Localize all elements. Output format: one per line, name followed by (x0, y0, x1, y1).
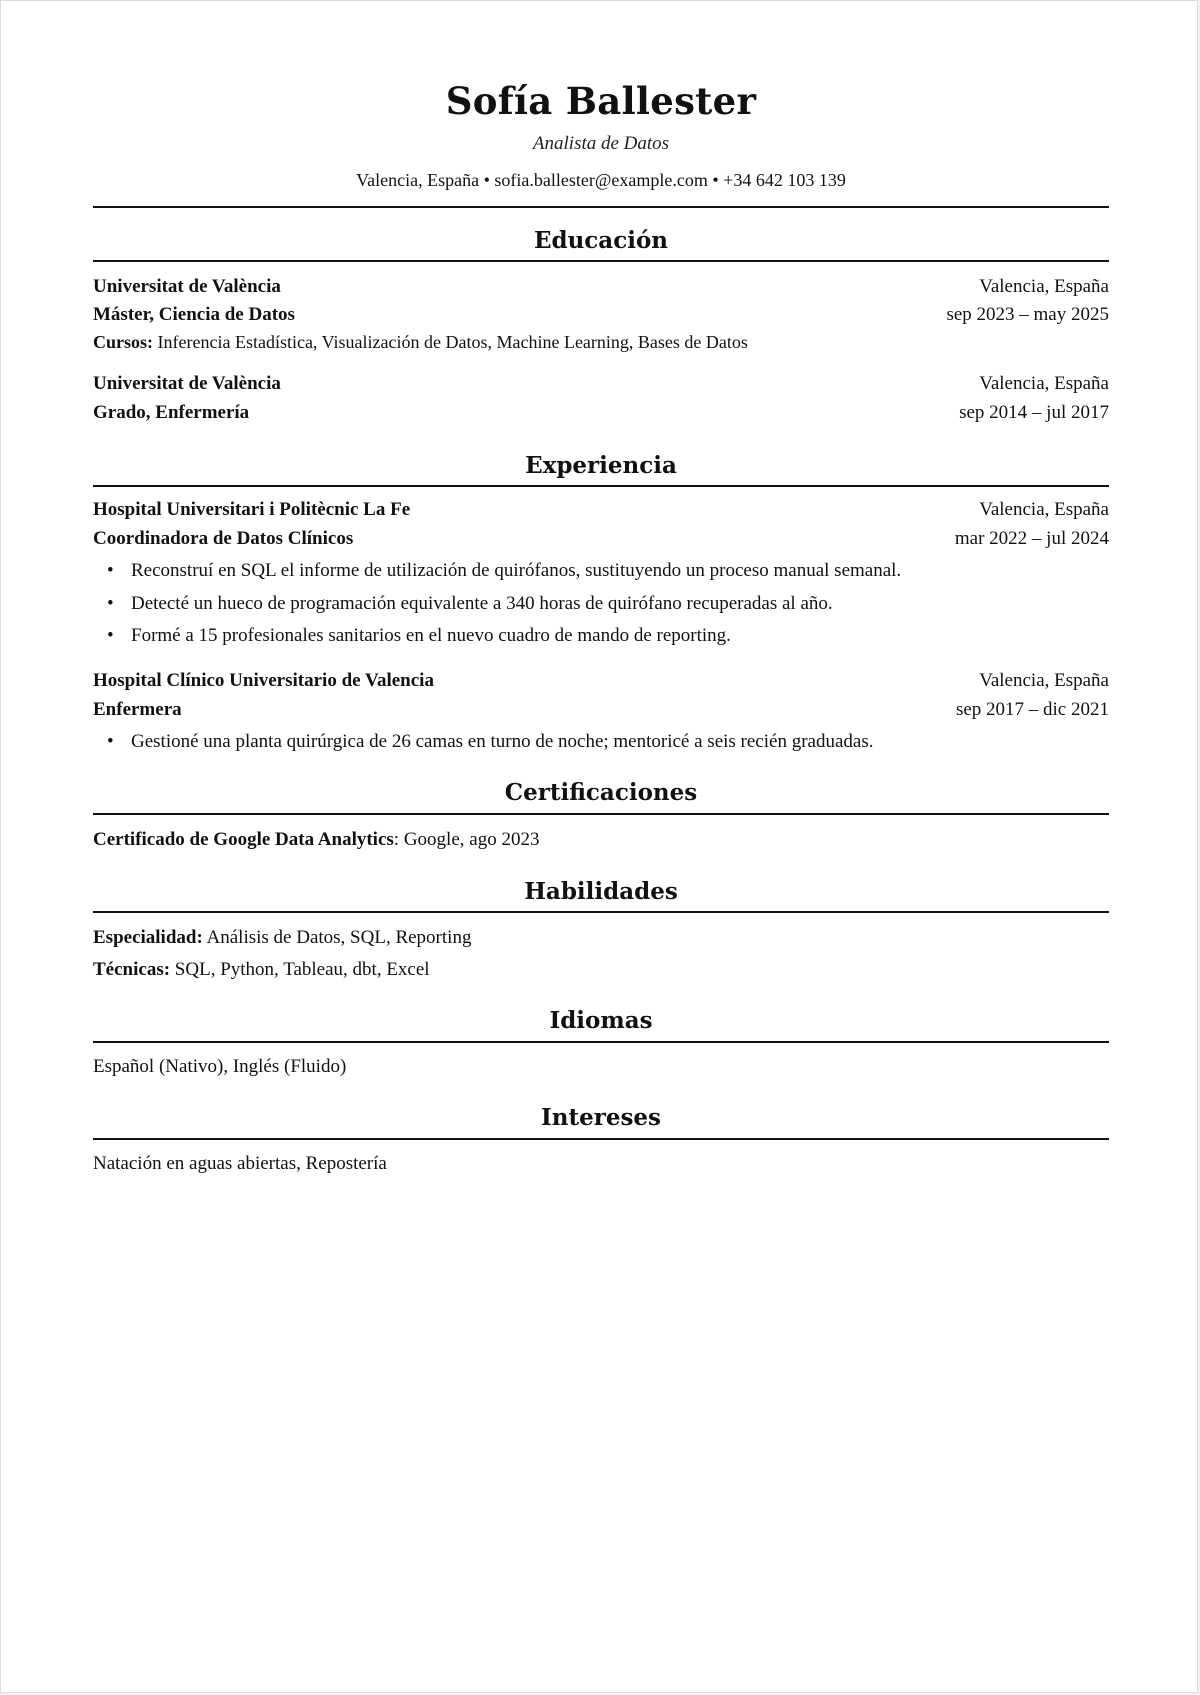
education-divider (93, 260, 1109, 262)
certification-detail: : Google, ago 2023 (393, 829, 540, 850)
technical-list: SQL, Python, Tableau, dbt, Excel (174, 959, 430, 980)
skills-specialty (93, 926, 1109, 950)
experience-bullet (107, 559, 1107, 583)
bullet-icon: • (107, 731, 114, 752)
education-entry-1-degree-row (93, 303, 1109, 327)
section-title-interests: Intereses (540, 1104, 662, 1131)
experience-divider (93, 485, 1109, 487)
education-entry-2-header (93, 372, 1109, 396)
education-institution: Universitat de València (93, 373, 281, 394)
bullet-icon: • (107, 593, 114, 614)
experience-entry-2-header (93, 669, 1109, 693)
bullet-text: Detecté un hueco de programación equivalente a 340 horas de quirófano recuperadas al año. (131, 593, 833, 614)
experience-employer: Hospital Universitari i Politècnic La Fe (93, 499, 411, 520)
certifications-divider (93, 813, 1109, 815)
experience-dates: mar 2022 – jul 2024 (954, 528, 1109, 549)
job-title: Analista de Datos (532, 133, 670, 154)
bullet-icon: • (107, 625, 114, 646)
courses-list: Inferencia Estadística, Visualización de Datos, Machine Learning, Bases de Datos (157, 332, 748, 352)
experience-entry-2-role-row (93, 698, 1109, 722)
experience-bullet (107, 624, 1107, 648)
education-entry-1-header (93, 275, 1109, 299)
experience-role: Coordinadora de Datos Clínicos (93, 528, 354, 549)
education-institution: Universitat de València (93, 276, 281, 297)
experience-bullet (107, 592, 1107, 616)
languages-text: Español (Nativo), Inglés (Fluido) (93, 1056, 347, 1077)
section-title-certifications: Certificaciones (504, 779, 698, 806)
interests-text: Natación en aguas abiertas, Repostería (93, 1153, 387, 1174)
languages-divider (93, 1041, 1109, 1043)
experience-location: Valencia, España (979, 499, 1109, 520)
section-title-skills: Habilidades (524, 878, 678, 905)
contact-line: Valencia, España • sofia.ballester@example.com • +34 642 103 139 (356, 170, 846, 190)
bullet-icon: • (107, 560, 114, 581)
experience-employer: Hospital Clínico Universitario de Valencia (93, 670, 434, 691)
header-divider (93, 206, 1109, 208)
courses-label: Cursos: (93, 332, 154, 352)
education-entry-2-degree-row (93, 401, 1109, 425)
section-title-languages: Idiomas (549, 1007, 653, 1034)
education-location: Valencia, España (979, 276, 1109, 297)
section-title-experience: Experiencia (525, 452, 677, 479)
experience-role: Enfermera (93, 699, 182, 720)
bullet-text: Reconstruí en SQL el informe de utilización de quirófanos, sustituyendo un proceso manual semanal. (131, 560, 902, 581)
skills-technical (93, 958, 1109, 982)
experience-entry-1-header (93, 498, 1109, 522)
education-courses (93, 330, 1109, 354)
education-dates: sep 2014 – jul 2017 (959, 402, 1109, 423)
experience-bullet (107, 730, 1107, 754)
certification-item (93, 828, 1109, 852)
bullet-text: Gestioné una planta quirúrgica de 26 camas en turno de noche; mentoricé a seis recién graduadas. (131, 731, 874, 752)
experience-dates: sep 2017 – dic 2021 (955, 699, 1109, 720)
section-title-education: Educación (533, 227, 669, 254)
person-name: Sofía Ballester (445, 79, 757, 123)
certification-name: Certificado de Google Data Analytics (93, 829, 394, 850)
interests-divider (93, 1138, 1109, 1140)
experience-location: Valencia, España (979, 670, 1109, 691)
education-degree: Grado, Enfermería (93, 402, 250, 423)
education-dates: sep 2023 – may 2025 (946, 304, 1109, 325)
technical-label: Técnicas: (93, 959, 171, 980)
skills-divider (93, 911, 1109, 913)
education-location: Valencia, España (979, 373, 1109, 394)
experience-entry-1-role-row (93, 527, 1109, 551)
specialty-list: Análisis de Datos, SQL, Reporting (206, 927, 472, 948)
education-degree: Máster, Ciencia de Datos (93, 304, 295, 325)
specialty-label: Especialidad: (93, 927, 203, 948)
bullet-text: Formé a 15 profesionales sanitarios en el nuevo cuadro de mando de reporting. (131, 625, 731, 646)
